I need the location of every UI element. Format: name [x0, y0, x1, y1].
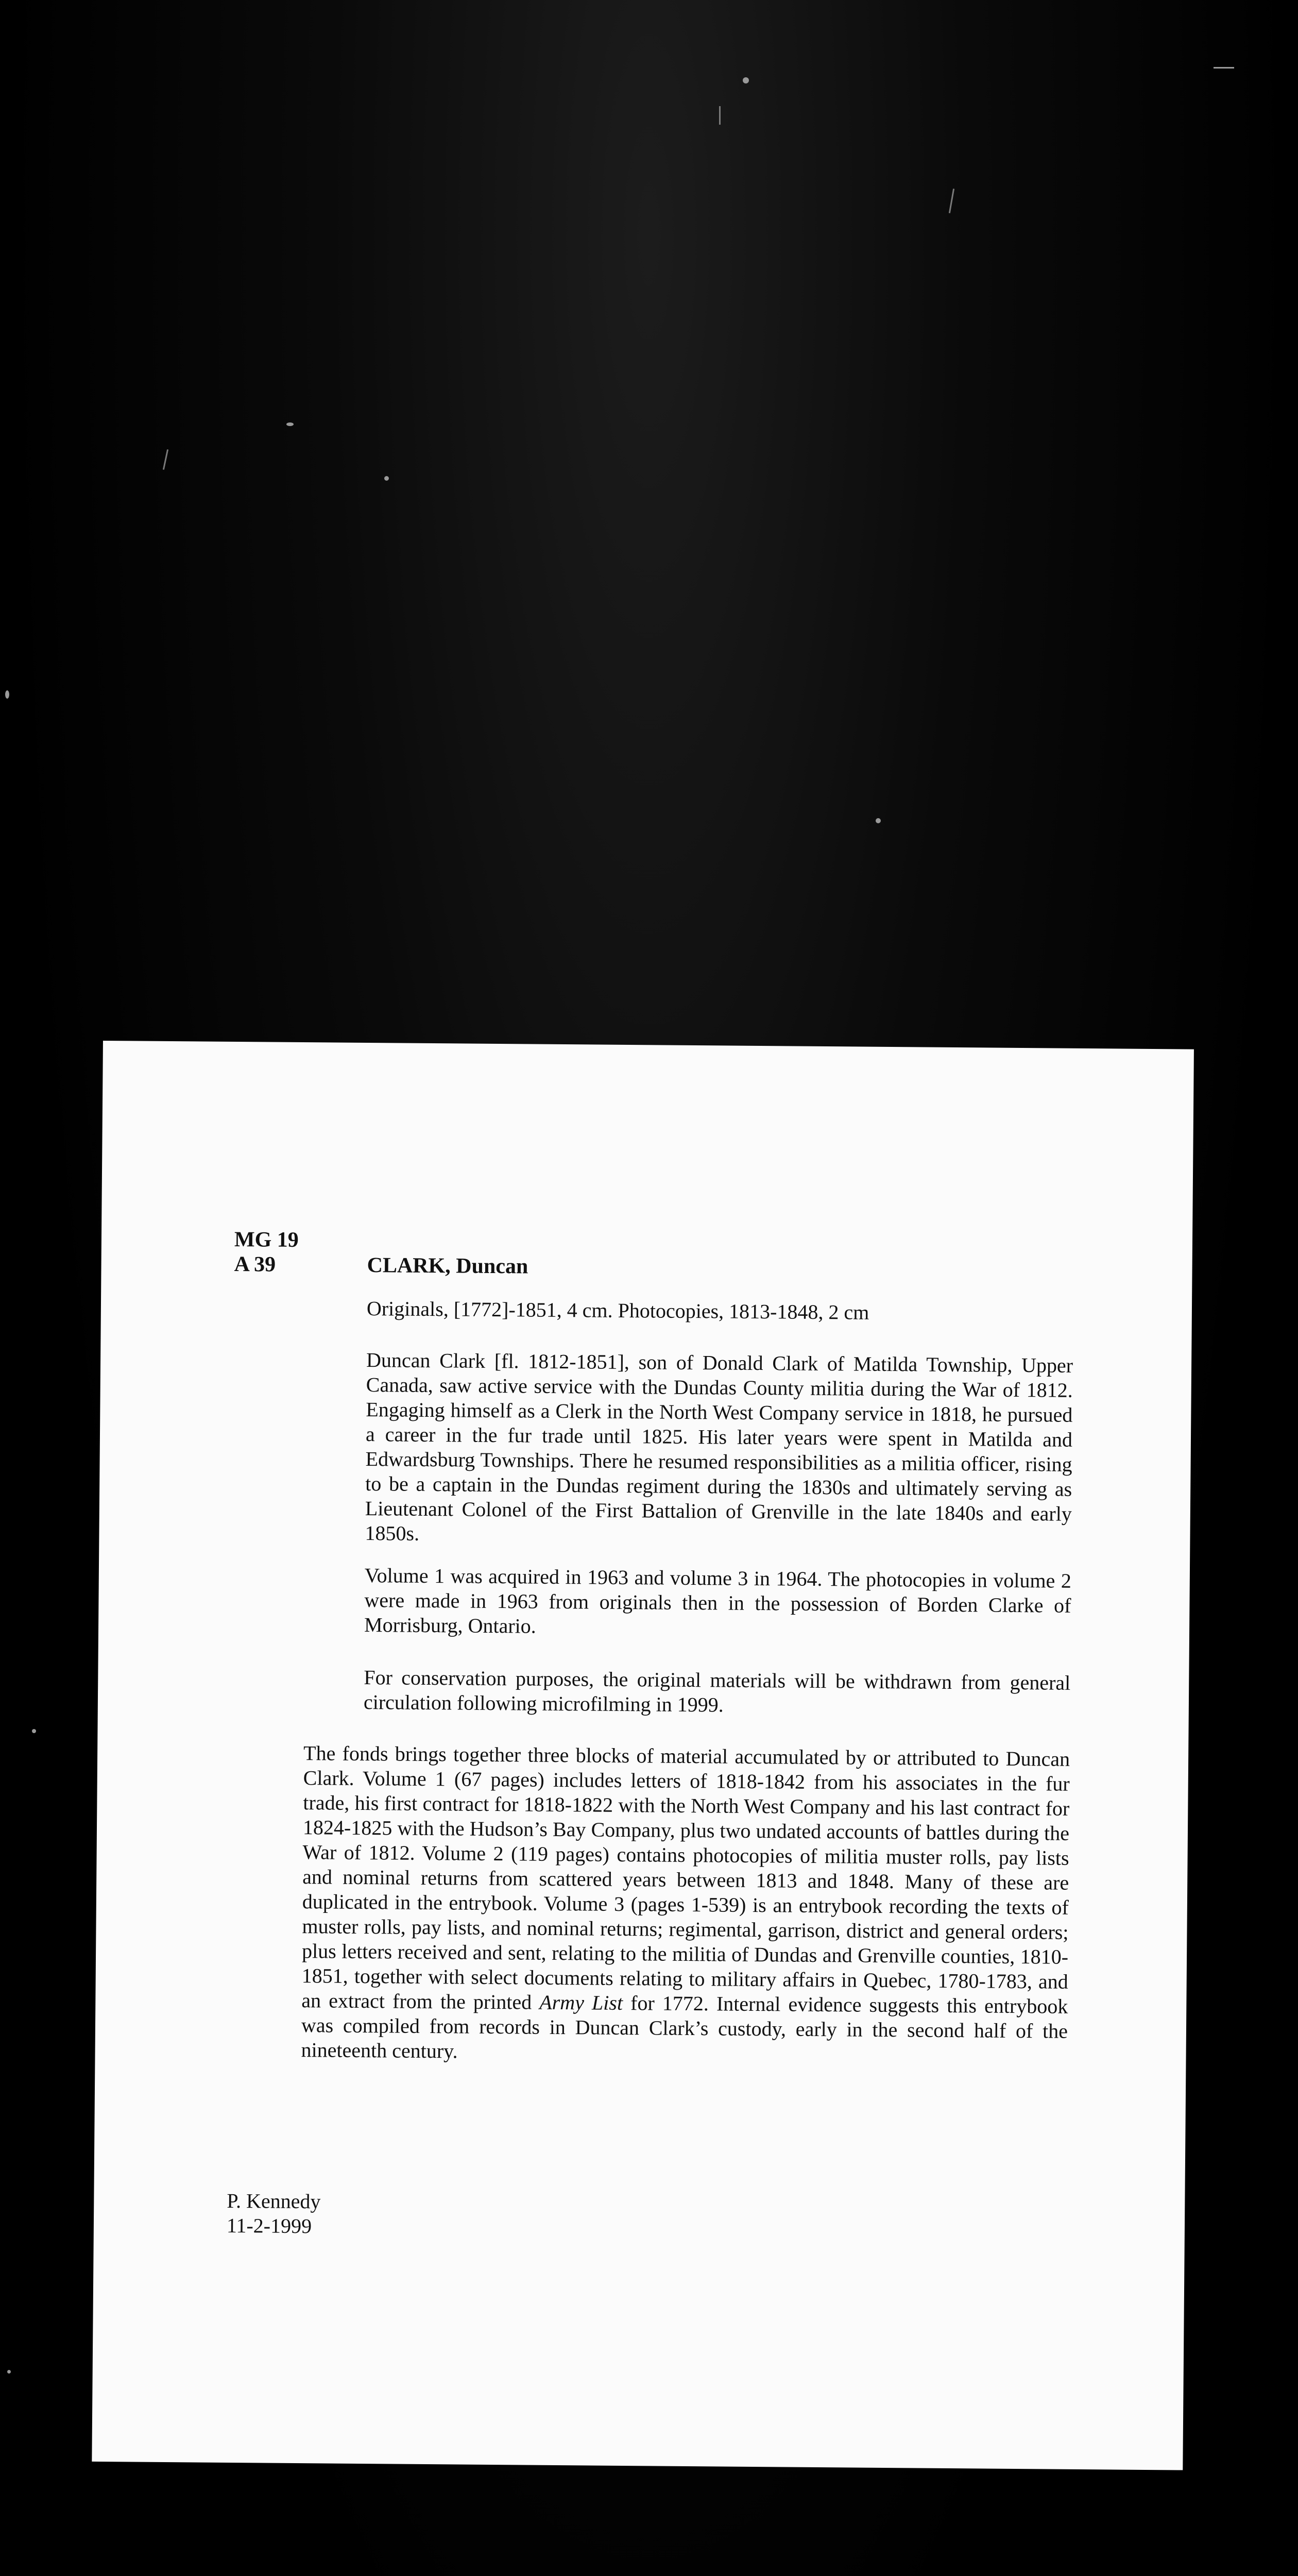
film-scratch [949, 189, 954, 213]
dust-speck [384, 476, 389, 481]
fonds-title: CLARK, Duncan [367, 1253, 528, 1279]
dust-speck [32, 1729, 36, 1733]
acquisition-note: Volume 1 was acquired in 1963 and volume 3 in 1964. The photocopies in volume 2 were made in 1963 from originals then in the possession of Borden Clarke of Morrisburg, Ontario. [364, 1564, 1072, 1638]
author-signature-block [227, 2189, 321, 2239]
dust-speck [743, 77, 749, 83]
dust-speck [286, 422, 294, 426]
dust-speck [876, 818, 881, 823]
author-name: P. Kennedy [227, 2189, 321, 2213]
extent-statement: Originals, [1772]-1851, 4 cm. Photocopies, 1813-1848, 2 cm [366, 1297, 869, 1324]
fonds-number: A 39 [234, 1252, 276, 1277]
scope-text-end: for 1772. Internal evidence suggests this entrybook was compiled from records in Duncan Clark’s custody, early in the second half of the nineteenth century. [301, 1991, 1068, 2063]
publication-title: Army List [539, 1990, 623, 2014]
scope-text: The fonds brings together three blocks of material accumulated by or attributed to Duncan Clark. Volume 1 (67 pages) includes letters of 1818-1842 from his associates in the fur trade, his first contract for 1818-1822 with the North West Company and his last contract for 1824-1825 with the Hudson’s Bay Company, plus two undated accounts of battles during the War of 1812. Volume 2 (119 pages) contains photocopies of militia muster rolls, pay lists and nominal returns from scattered years between 1813 and 1848. Many of these are duplicated in the entrybook. Volume 3 (pages 1-539) is an entrybook recording the texts of muster rolls, pay lists, and nominal returns; regimental, garrison, district and general orders; plus letters received and sent, relating to the militia of Dundas and Grenville counties, 1810-1851, together with select documents relating to military affairs in Quebec, 1780-1783, and an extract from the printed [301, 1741, 1070, 2014]
conservation-note: For conservation purposes, the original materials will be withdrawn from general circulation following microfilming in 1999. [363, 1666, 1071, 1717]
film-scratch [163, 449, 168, 470]
author-date: 11-2-1999 [226, 2213, 312, 2238]
dust-speck [1214, 67, 1234, 69]
biographical-sketch: Duncan Clark [fl. 1812-1851], son of Donald Clark of Matilda Township, Upper Canada, saw active service with the Dundas County militia during the War of 1812. Engaging himself as a Clerk in the North West Company service in 1818, he pursued a career in the fur trade until 1825. His later years were spent in Matilda and Edwardsburg Townships. There he resumed responsibilities as a militia officer, rising to be a captain in the Dundas regiment during the 1830s and ultimately serving as Lieutenant Colonel of the First Battalion of Grenville in the late 1840s and early 1850s. [365, 1348, 1073, 1545]
film-scratch [719, 106, 721, 125]
dust-speck [5, 690, 9, 699]
manuscript-group-number: MG 19 [234, 1228, 299, 1252]
document-page [92, 1041, 1194, 2470]
dust-speck [7, 2370, 11, 2374]
scope-and-content [301, 1741, 1070, 2069]
